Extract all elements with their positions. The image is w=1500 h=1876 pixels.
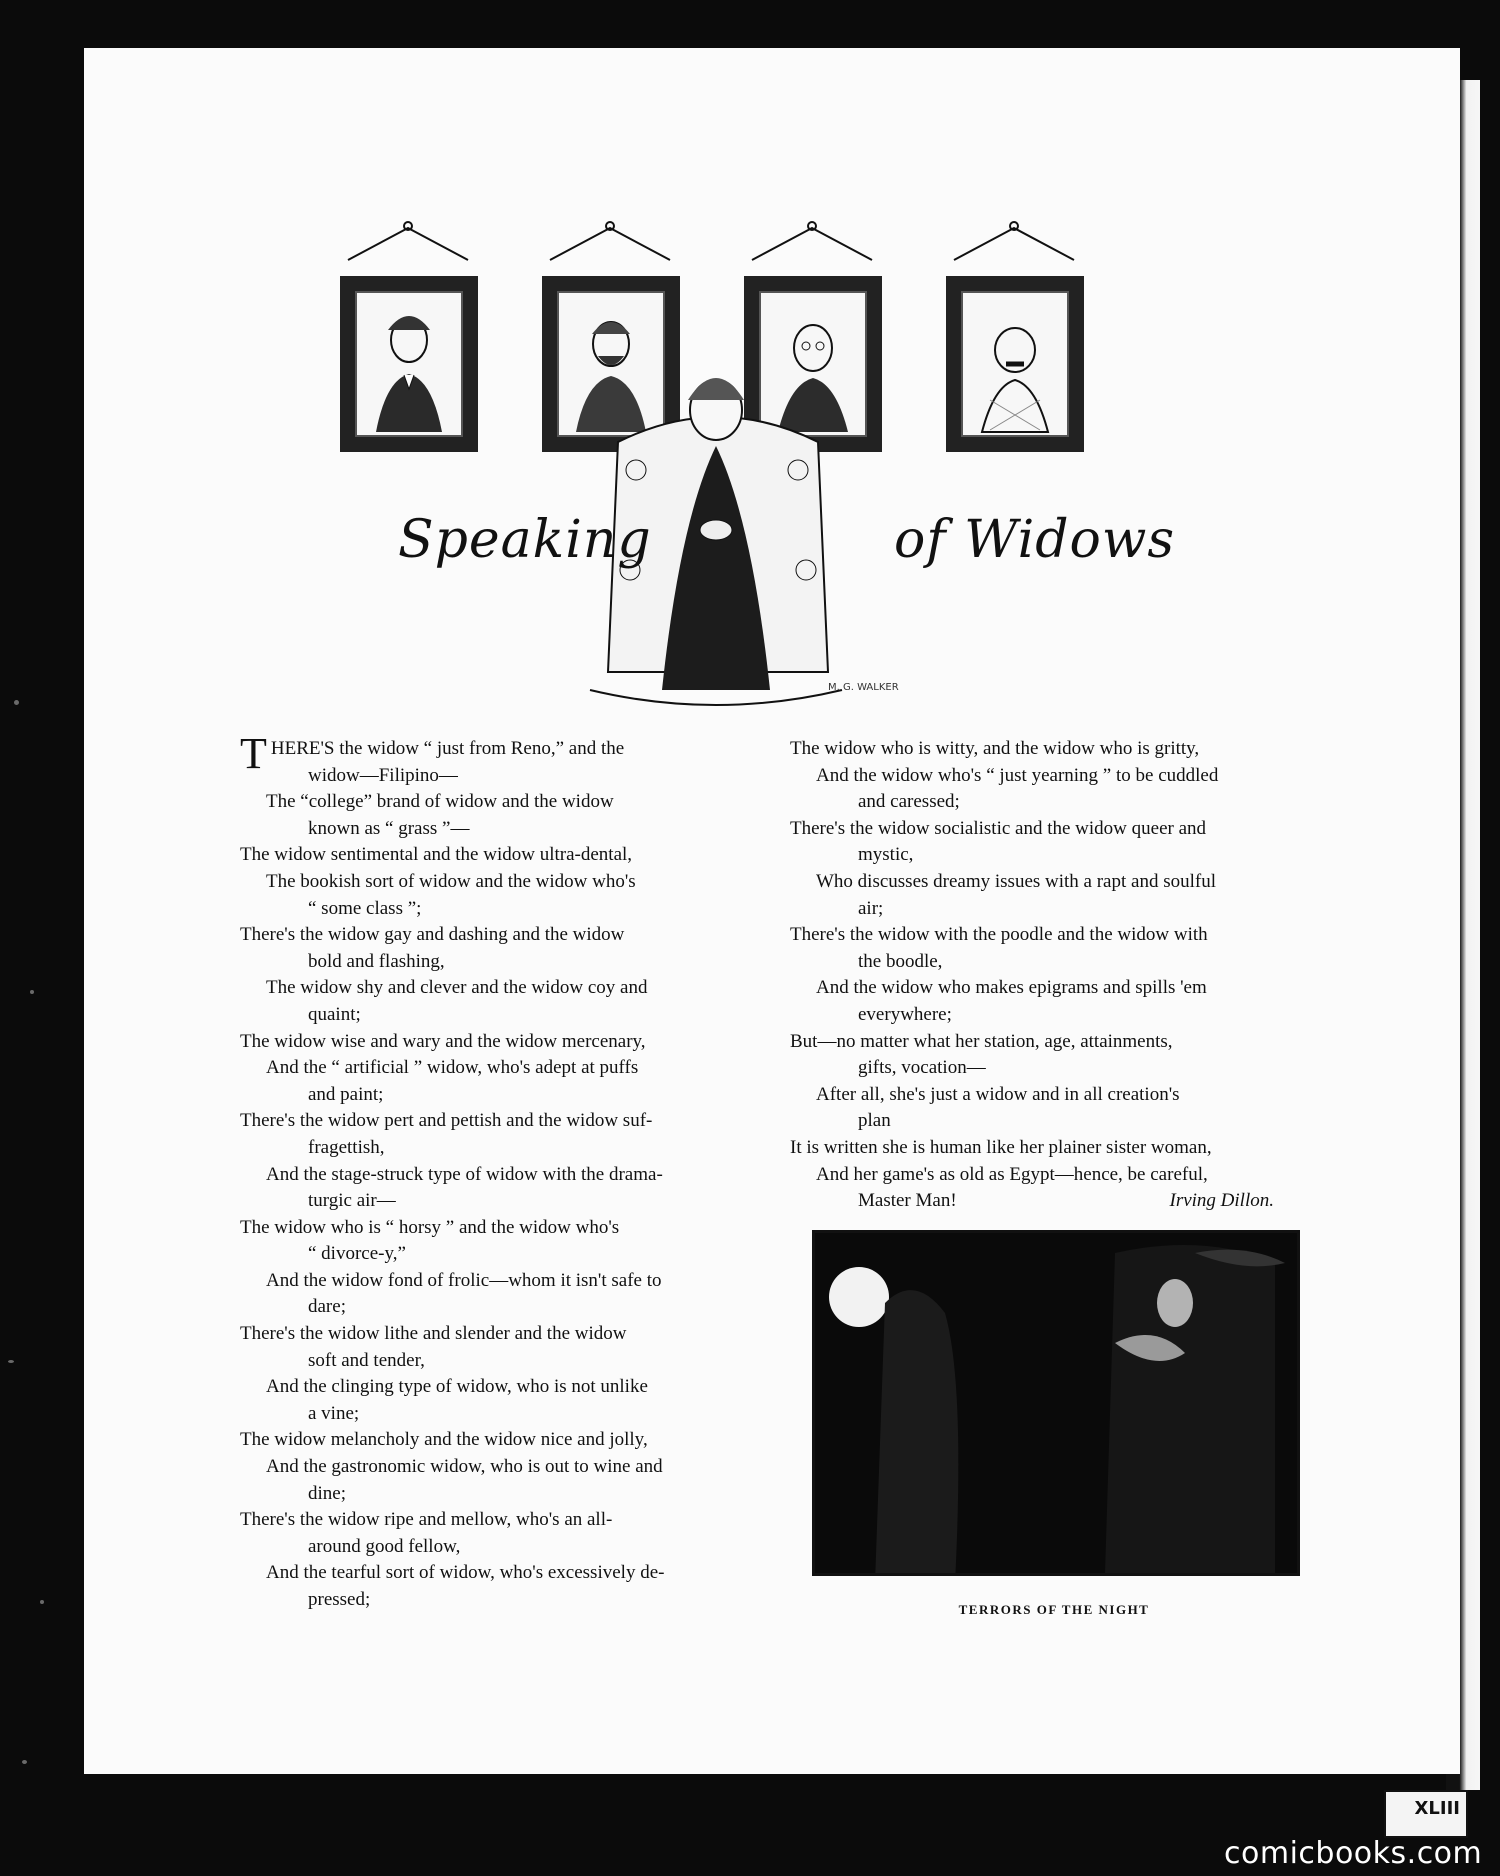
terrors-of-the-night-photo <box>812 1230 1300 1576</box>
portrait-frame-1 <box>340 276 478 452</box>
poem-line: But—no matter what her station, age, attainments, <box>790 1030 1173 1052</box>
poem-left-column <box>240 729 752 1614</box>
poem-line: “ some class ”; <box>308 897 422 919</box>
poem-line: the boodle, <box>858 950 943 972</box>
poem-line: And her game's as old as Egypt—hence, be careful, <box>816 1163 1208 1185</box>
poem-line: plan <box>858 1110 891 1132</box>
poem-line: There's the widow pert and pettish and the widow suf- <box>240 1110 653 1132</box>
poem-line: known as “ grass ”— <box>308 817 470 839</box>
poem-line: and caressed; <box>858 791 960 813</box>
poem-line: And the gastronomic widow, who is out to wine and <box>266 1456 663 1478</box>
title-of-widows: of Widows <box>894 510 1176 570</box>
moon-light <box>829 1267 889 1327</box>
page-marker-text: XLIII <box>1414 1798 1460 1819</box>
poem-line: There's the widow ripe and mellow, who's an all- <box>240 1509 613 1531</box>
poem-line: gifts, vocation— <box>858 1057 986 1079</box>
poem-line: The bookish sort of widow and the widow who's <box>266 870 636 892</box>
hanging-string <box>752 228 872 260</box>
poem-line: And the stage-struck type of widow with the drama- <box>266 1163 663 1185</box>
artist-signature: M. G. WALKER <box>828 682 899 693</box>
poem-line: around good fellow, <box>308 1535 461 1557</box>
poem-line: The widow who is witty, and the widow who is gritty, <box>790 738 1200 759</box>
poem-line: pressed; <box>308 1589 371 1610</box>
poem-line: There's the widow lithe and slender and the widow <box>240 1323 627 1345</box>
poem-line: everywhere; <box>858 1003 952 1025</box>
poem-line: dare; <box>308 1296 346 1318</box>
poem-line: a vine; <box>308 1402 360 1424</box>
poem-line: The widow wise and wary and the widow mercenary, <box>240 1030 646 1052</box>
poem-line: mystic, <box>858 844 914 866</box>
poem-line: And the widow who makes epigrams and spills 'em <box>816 977 1207 999</box>
poem-line: After all, she's just a widow and in all creation's <box>816 1083 1180 1105</box>
poem-signoff <box>790 1188 1300 1215</box>
widow-portraits-illustration <box>318 170 1118 730</box>
poem-line: And the “ artificial ” widow, who's adept at puffs <box>266 1057 639 1079</box>
poem-line: It is written she is human like her plainer sister woman, <box>790 1136 1212 1158</box>
poem-line-text: HERE'S the widow “ just from Reno,” and the <box>270 738 625 759</box>
drop-cap: T <box>240 729 267 778</box>
title-speaking: Speaking <box>398 510 652 570</box>
poem-closing: Master Man! <box>858 1190 957 1212</box>
portrait-frame-4 <box>946 276 1084 452</box>
poem-line: soft and tender, <box>308 1349 425 1371</box>
poem-line: dine; <box>308 1482 346 1504</box>
scan-speck <box>30 990 34 994</box>
poem-line: Who discusses dreamy issues with a rapt and soulful <box>816 870 1216 892</box>
poem-line: and paint; <box>308 1083 384 1105</box>
poem-line: The widow who is “ horsy ” and the widow who's <box>240 1216 620 1238</box>
poem-line: turgic air— <box>308 1190 396 1212</box>
poem-line: There's the widow socialistic and the widow queer and <box>790 817 1207 839</box>
site-watermark: comicbooks.com <box>1224 1836 1483 1871</box>
poem-line: And the widow who's “ just yearning ” to be cuddled <box>816 764 1219 786</box>
scan-speck <box>22 1760 27 1764</box>
hanging-string <box>550 228 670 260</box>
poem-line: “ divorce-y,” <box>308 1243 406 1265</box>
poem-line: And the clinging type of widow, who is not unlike <box>266 1376 648 1398</box>
poem-line: The widow sentimental and the widow ultra-dental, <box>240 844 633 866</box>
poem-right-column <box>790 736 1300 1215</box>
poem-line: And the tearful sort of widow, who's excessively de- <box>266 1562 665 1584</box>
hanging-string <box>954 228 1074 260</box>
scan-speck <box>40 1600 44 1604</box>
poem-line: The widow melancholy and the widow nice and jolly, <box>240 1429 648 1451</box>
scan-speck <box>14 700 19 705</box>
poem-line: There's the widow with the poodle and the widow with <box>790 924 1208 946</box>
poem-line: fragettish, <box>308 1136 385 1158</box>
poem-author: Irving Dillon. <box>1169 1190 1274 1212</box>
poem-line: The widow shy and clever and the widow coy and <box>266 977 648 999</box>
poem-line: quaint; <box>308 1003 361 1025</box>
scan-speck <box>8 1360 14 1363</box>
poem-line: The “college” brand of widow and the widow <box>266 791 614 813</box>
poem-line: widow—Filipino— <box>308 764 458 786</box>
hanging-string <box>348 228 468 260</box>
poem-line: And the widow fond of frolic—whom it isn't safe to <box>266 1269 662 1291</box>
poem-line: air; <box>858 897 884 919</box>
poem-line: bold and flashing, <box>308 950 445 972</box>
page-marker <box>1384 1790 1468 1838</box>
poem-line: There's the widow gay and dashing and the widow <box>240 924 625 946</box>
photo-caption: TERRORS OF THE NIGHT <box>958 1602 1150 1617</box>
